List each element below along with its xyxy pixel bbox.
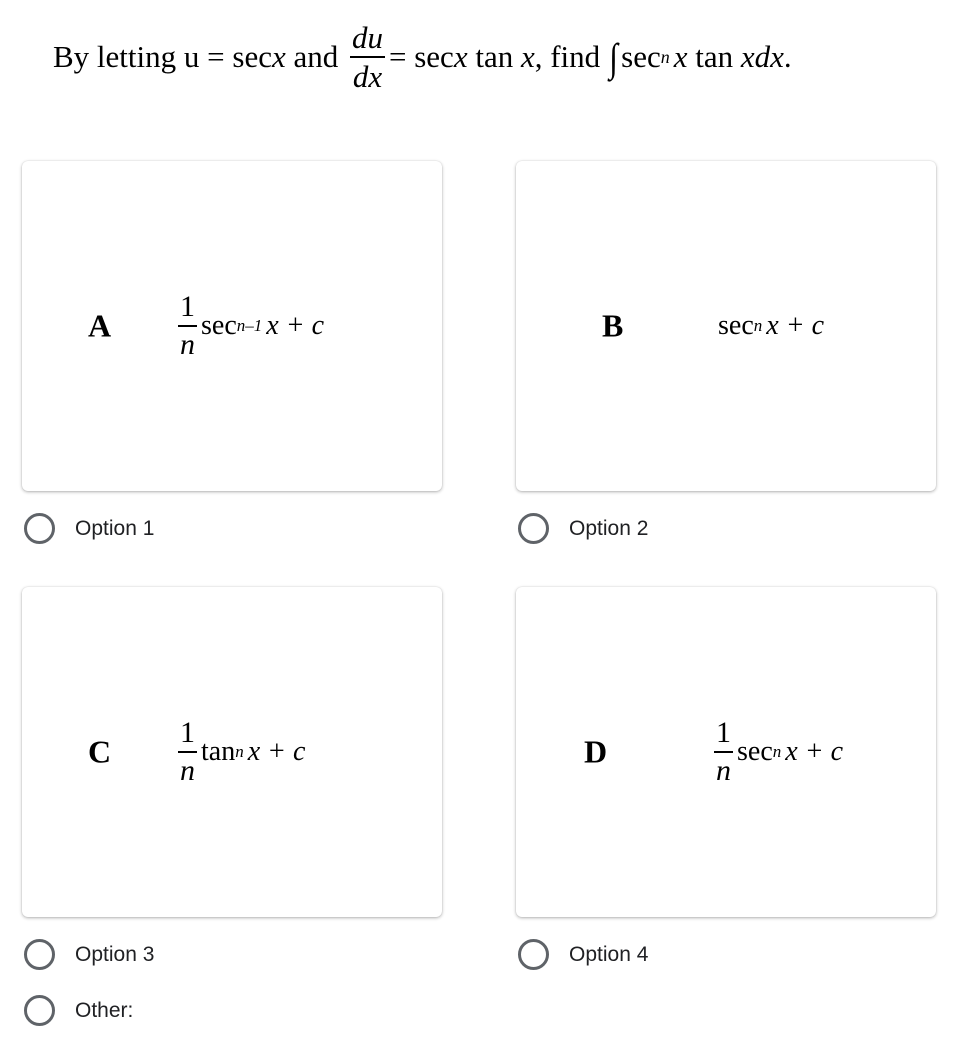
q-math: tan bbox=[695, 39, 734, 74]
option-letter: D bbox=[584, 733, 608, 770]
q-text: , find bbox=[534, 39, 601, 74]
radio-icon[interactable] bbox=[518, 513, 549, 544]
exp: n bbox=[772, 742, 782, 761]
q-exp: n bbox=[660, 46, 670, 67]
q-math: . bbox=[783, 39, 792, 74]
fraction bbox=[714, 718, 733, 786]
q-den: dx bbox=[352, 59, 383, 94]
option-letter: B bbox=[602, 307, 624, 344]
option-label: Option 3 bbox=[75, 942, 155, 966]
q-math: x bbox=[453, 39, 468, 74]
radio-icon[interactable] bbox=[518, 939, 549, 970]
option-label: Option 1 bbox=[75, 516, 155, 540]
fraction bbox=[178, 718, 197, 786]
radio-icon[interactable] bbox=[24, 513, 55, 544]
num: 1 bbox=[178, 718, 197, 753]
den: n bbox=[180, 754, 195, 787]
num: 1 bbox=[714, 718, 733, 753]
q-math: x bbox=[520, 39, 535, 74]
radio-option-3[interactable] bbox=[24, 939, 154, 970]
tail: x + c bbox=[266, 310, 325, 341]
radio-option-1[interactable] bbox=[24, 513, 154, 544]
option-expression bbox=[174, 292, 324, 360]
exp: n bbox=[753, 316, 763, 335]
tail: x + c bbox=[766, 310, 825, 341]
q-text: and bbox=[293, 39, 339, 74]
option-letter: C bbox=[88, 733, 112, 770]
q-math: sec bbox=[621, 39, 661, 74]
radio-icon[interactable] bbox=[24, 995, 55, 1026]
q-math: xdx bbox=[740, 39, 784, 74]
q-math: = sec bbox=[389, 39, 454, 74]
q-math: tan bbox=[475, 39, 514, 74]
option-image-c bbox=[22, 587, 442, 917]
num: 1 bbox=[178, 292, 197, 327]
func: sec bbox=[201, 310, 237, 341]
option-image-b bbox=[516, 161, 936, 491]
fraction bbox=[178, 292, 197, 360]
den: n bbox=[180, 328, 195, 361]
option-image-d bbox=[516, 587, 936, 917]
option-expression bbox=[174, 718, 305, 786]
q-math: u = sec bbox=[183, 39, 272, 74]
radio-option-4[interactable] bbox=[518, 939, 648, 970]
integral-sign: ∫ bbox=[609, 34, 619, 80]
tail: x + c bbox=[247, 736, 306, 767]
den: n bbox=[716, 754, 731, 787]
radio-icon[interactable] bbox=[24, 939, 55, 970]
option-label: Option 4 bbox=[569, 942, 649, 966]
q-text: By letting bbox=[53, 39, 177, 74]
q-math: x bbox=[673, 39, 688, 74]
radio-option-2[interactable] bbox=[518, 513, 648, 544]
option-letter: A bbox=[88, 307, 112, 344]
radio-option-other[interactable] bbox=[24, 995, 133, 1026]
q-fraction bbox=[350, 22, 385, 92]
func: tan bbox=[201, 736, 236, 767]
q-math: x bbox=[271, 39, 286, 74]
func: sec bbox=[718, 310, 754, 341]
tail: x + c bbox=[785, 736, 844, 767]
option-image-a bbox=[22, 161, 442, 491]
question-title bbox=[53, 22, 792, 92]
func: sec bbox=[737, 736, 773, 767]
exp: n bbox=[235, 742, 244, 761]
option-label: Option 2 bbox=[569, 516, 649, 540]
option-expression bbox=[718, 310, 824, 342]
option-label: Other: bbox=[75, 998, 134, 1022]
q-num: du bbox=[350, 22, 385, 58]
exp: n–1 bbox=[236, 316, 263, 335]
option-expression bbox=[710, 718, 843, 786]
